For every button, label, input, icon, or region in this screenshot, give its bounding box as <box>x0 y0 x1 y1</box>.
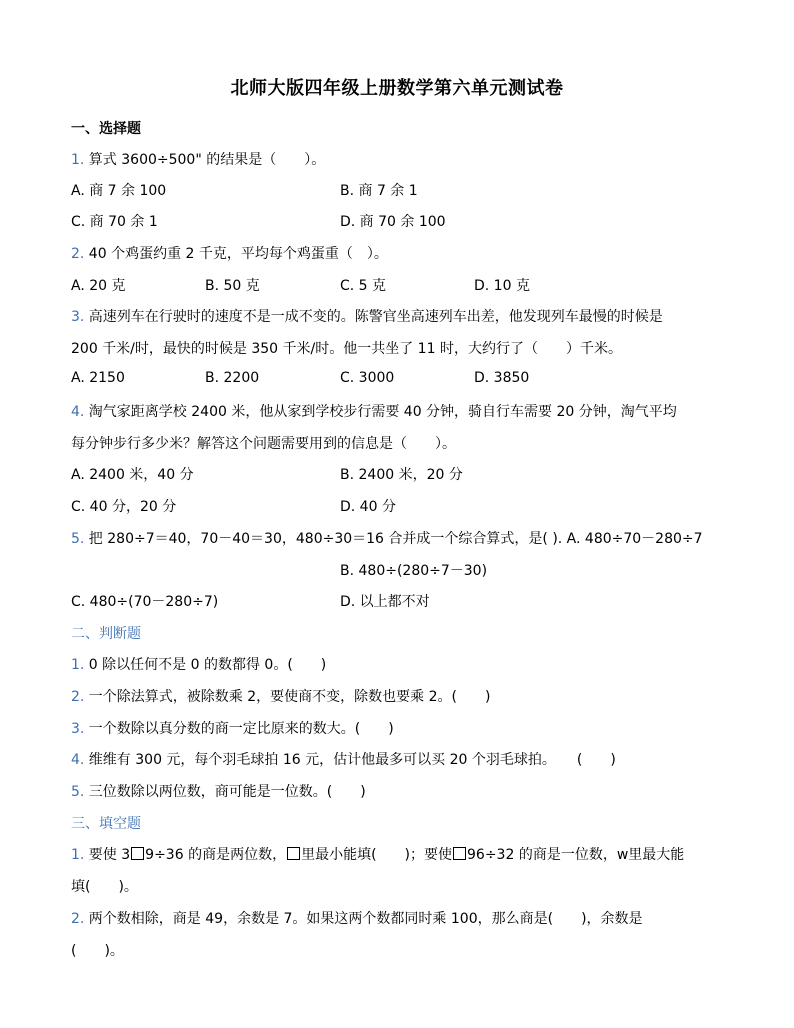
question-number: 2. <box>71 689 85 705</box>
question-text: 算式 3600÷500" 的结果是（ ）。 <box>84 152 326 168</box>
question-number: 4. <box>71 752 85 768</box>
judge-item <box>71 718 394 738</box>
option-b: B. 2200 <box>205 370 260 386</box>
option-b: B. 商 7 余 1 <box>340 183 418 199</box>
option-c: C. 3000 <box>340 370 395 386</box>
option-d: D. 以上都不对 <box>340 594 430 610</box>
judge-item <box>71 654 326 674</box>
question-text: 9÷36 的商是两位数， <box>145 847 287 863</box>
question-4 <box>71 401 677 421</box>
option-b: B. 50 克 <box>205 278 260 294</box>
option-a: A. 2150 <box>71 370 125 386</box>
question-text: 维维有 300 元，每个羽毛球拍 16 元，估计他最多可以买 20 个羽毛球拍。 ( ) <box>84 752 616 768</box>
section-choice-heading: 一、选择题 <box>71 121 141 137</box>
fill-item-1 <box>71 844 684 864</box>
question-3-line-2: 200 千米/时，最快的时候是 350 千米/时。他一共坐了 11 时，大约行了（ ）千米。 <box>71 341 622 357</box>
blank-box-icon <box>287 847 300 860</box>
question-number: 1. <box>71 847 85 863</box>
option-a: A. 商 7 余 100 <box>71 183 167 199</box>
question-number: 5. <box>71 531 85 547</box>
question-text: 两个数相除，商是 49，余数是 7。如果这两个数都同时乘 100，那么商是( )，余数是 <box>84 911 643 927</box>
option-b: B. 480÷(280÷7－30) <box>340 563 488 579</box>
option-c: C. 商 70 余 1 <box>71 214 158 230</box>
question-number: 1. <box>71 152 85 168</box>
option-c: C. 480÷(70－280÷7) <box>71 594 219 610</box>
question-text: 把 280÷7＝40，70－40＝30，480÷30＝16 合并成一个综合算式，是( ). A. 480÷70－280÷7 <box>84 531 703 547</box>
judge-item <box>71 781 366 801</box>
question-text: 淘气家距离学校 2400 米，他从家到学校步行需要 40 分钟，骑自行车需要 20 分钟，淘气平均 <box>84 404 677 420</box>
option-a: A. 2400 米，40 分 <box>71 467 194 483</box>
section-fill-heading: 三、填空题 <box>71 816 141 832</box>
question-number: 2. <box>71 246 85 262</box>
question-number: 3. <box>71 721 85 737</box>
question-number: 5. <box>71 784 85 800</box>
question-text: 40 个鸡蛋约重 2 千克，平均每个鸡蛋重（ ）。 <box>84 246 388 262</box>
option-c: C. 40 分，20 分 <box>71 499 177 515</box>
question-text: 0 除以任何不是 0 的数都得 0。( ) <box>84 657 327 673</box>
question-number: 2. <box>71 911 85 927</box>
question-text: 高速列车在行驶时的速度不是一成不变的。陈警官坐高速列车出差，他发现列车最慢的时候是 <box>84 309 663 325</box>
question-text: 96÷32 的商是一位数，w里最大能 <box>467 847 685 863</box>
question-text: 要使 3 <box>84 847 131 863</box>
question-number: 3. <box>71 309 85 325</box>
question-text: 三位数除以两位数，商可能是一位数。( ) <box>84 784 366 800</box>
blank-box-icon <box>453 847 466 860</box>
question-4-line-2: 每分钟步行多少米？解答这个问题需要用到的信息是（ ）。 <box>71 436 456 452</box>
fill-item-1-line-2: 填( )。 <box>71 879 138 895</box>
question-1 <box>71 149 325 169</box>
option-c: C. 5 克 <box>340 278 387 294</box>
judge-item <box>71 749 616 769</box>
option-d: D. 3850 <box>474 370 530 386</box>
question-text: 一个除法算式，被除数乘 2，要使商不变，除数也要乘 2。( ) <box>84 689 491 705</box>
question-number: 1. <box>71 657 85 673</box>
judge-item <box>71 686 490 706</box>
fill-item-2 <box>71 908 643 928</box>
option-d: D. 商 70 余 100 <box>340 214 446 230</box>
option-a: A. 20 克 <box>71 278 126 294</box>
section-judge-heading: 二、判断题 <box>71 626 141 642</box>
question-number: 4. <box>71 404 85 420</box>
question-text: 一个数除以真分数的商一定比原来的数大。( ) <box>84 721 394 737</box>
blank-box-icon <box>131 847 144 860</box>
page-title: 北师大版四年级上册数学第六单元测试卷 <box>230 78 564 99</box>
option-d: D. 10 克 <box>474 278 530 294</box>
option-b: B. 2400 米，20 分 <box>340 467 463 483</box>
question-text: 里最小能填( )；要使 <box>301 847 453 863</box>
option-d: D. 40 分 <box>340 499 396 515</box>
fill-item-2-line-2: ( )。 <box>71 943 124 959</box>
question-5 <box>71 528 703 548</box>
question-2 <box>71 243 388 263</box>
question-3 <box>71 306 663 326</box>
